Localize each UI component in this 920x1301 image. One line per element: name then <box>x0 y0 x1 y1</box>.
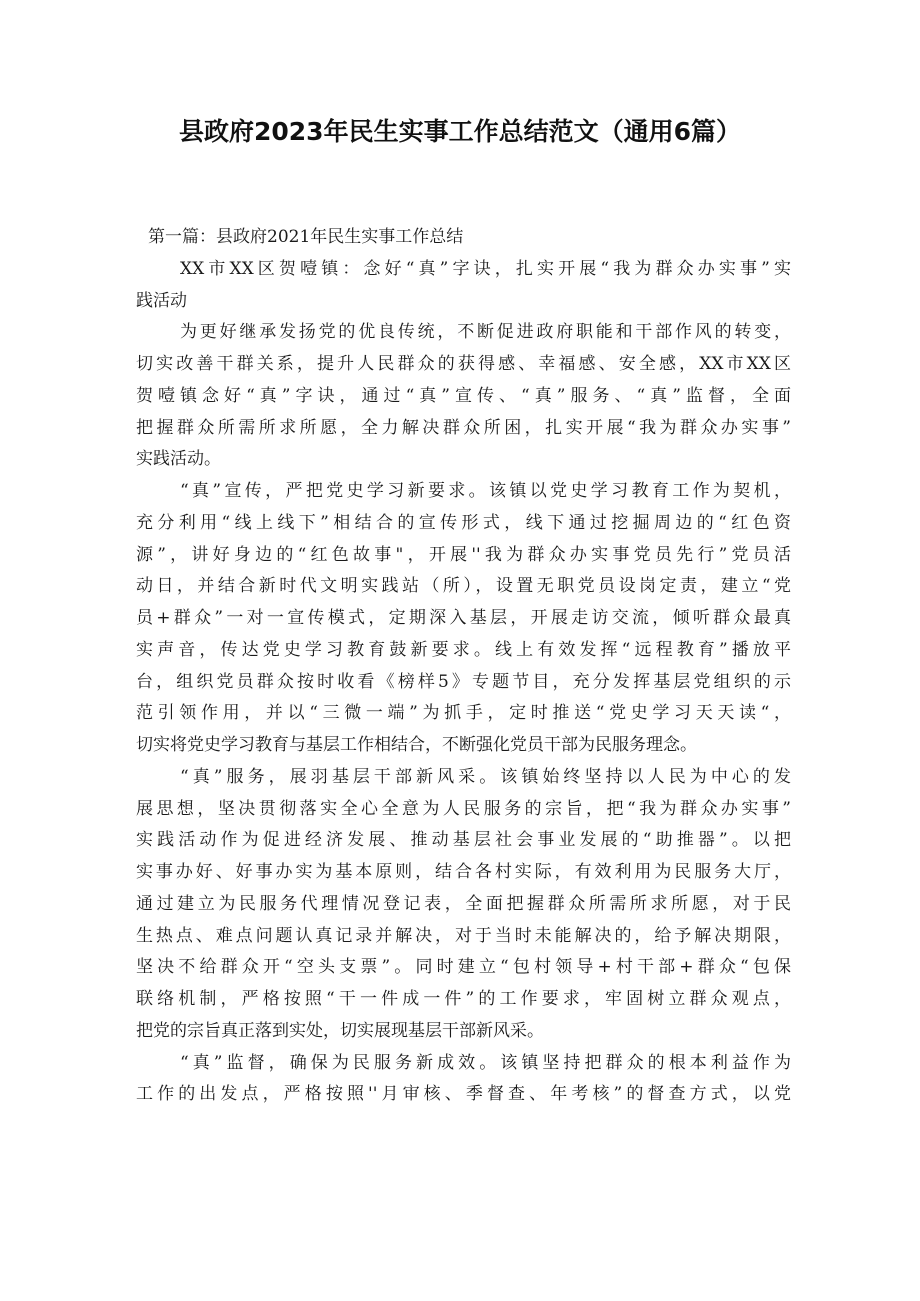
paragraph-line: 实践活动。 <box>136 449 221 470</box>
section-heading: 第一篇：县政府2021年民生实事工作总结 <box>148 227 464 247</box>
document-title: 县政府2023年民生实事工作总结范文（通用6篇） <box>179 117 741 146</box>
paragraph-line: 台，组织党员群众按时收看《榜样5》专题节目，充分发挥基层党组织的示 <box>136 671 791 692</box>
paragraph-line: 工作的出发点，严格按照''月审核、季督查、年考核”的督查方式，以党 <box>136 1084 791 1105</box>
paragraph-line: 实事办好、好事办实为基本原则，结合各村实际，有效利用为民服务大厅， <box>136 862 791 882</box>
paragraph-line: “真”宣传，严把党史学习新要求。该镇以党史学习教育工作为契机， <box>180 481 791 501</box>
subtitle-line: XX市XX区贺噎镇：念好“真”字诀，扎实开展“我为群众办实事”实 <box>180 258 791 279</box>
paragraph-line: “真”服务，展羽基层干部新风采。该镇始终坚持以人民为中心的发 <box>180 766 791 787</box>
paragraph-line: 坚决不给群众开“空头支票”。同时建立“包村领导+村干部+群众“包保 <box>136 957 791 978</box>
paragraph-line: 切实将党史学习教育与基层工作相结合，不断强化党员干部为民服务理念。 <box>136 735 697 755</box>
paragraph-line: 贺噎镇念好“真”字诀，通过“真”宣传、“真”服务、“真”监督，全面 <box>136 385 791 406</box>
paragraph-line: 充分利用“线上线下”相结合的宣传形式，线下通过挖掘周边的“红色资 <box>136 512 791 533</box>
document-body <box>136 222 791 1111</box>
paragraph-line: 实声音，传达党史学习教育鼓新要求。线上有效发挥“远程教育”播放平 <box>136 639 791 660</box>
paragraph-line: 实践活动作为促进经济发展、推动基层社会事业发展的“助推器”。以把 <box>136 830 791 851</box>
paragraph-line: 员+群众”一对一宣传模式，定期深入基层，开展走访交流，倾听群众最真 <box>136 608 791 628</box>
paragraph-line: “真”监督，确保为民服务新成效。该镇坚持把群众的根本利益作为 <box>180 1052 791 1073</box>
paragraph-line: 通过建立为民服务代理情况登记表，全面把握群众所需所求所愿，对于民 <box>136 893 791 914</box>
paragraph-line: 源”，讲好身边的“红色故事"，开展''我为群众办实事党员先行”党员活 <box>136 544 791 565</box>
paragraph-line: 为更好继承发扬党的优良传统，不断促进政府职能和干部作风的转变， <box>180 322 791 343</box>
paragraph-line: 联络机制，严格按照“干一件成一件”的工作要求，牢固树立群众观点， <box>136 989 791 1009</box>
paragraph-line: 范引领作用，并以“三微一端”为抓手，定时推送“党史学习天天读“， <box>136 703 791 724</box>
paragraph-line: 生热点、难点问题认真记录并解决，对于当时未能解决的，给予解决期限， <box>136 925 791 946</box>
paragraph-line: 把握群众所需所求所愿，全力解决群众所困，扎实开展“我为群众办实事” <box>136 417 791 438</box>
paragraph-line: 动日，并结合新时代文明实践站（所），设置无职党员设岗定责，建立“党 <box>136 576 791 597</box>
paragraph-line: 展思想，坚决贯彻落实全心全意为人民服务的宗旨，把“我为群众办实事” <box>136 798 791 819</box>
subtitle-line: 践活动 <box>136 290 187 311</box>
paragraph-line: 把党的宗旨真正落到实处，切实展现基层干部新风采。 <box>136 1020 544 1041</box>
paragraph-line: 切实改善干群关系，提升人民群众的获得感、幸福感、安全感，XX市XX区 <box>136 354 791 374</box>
